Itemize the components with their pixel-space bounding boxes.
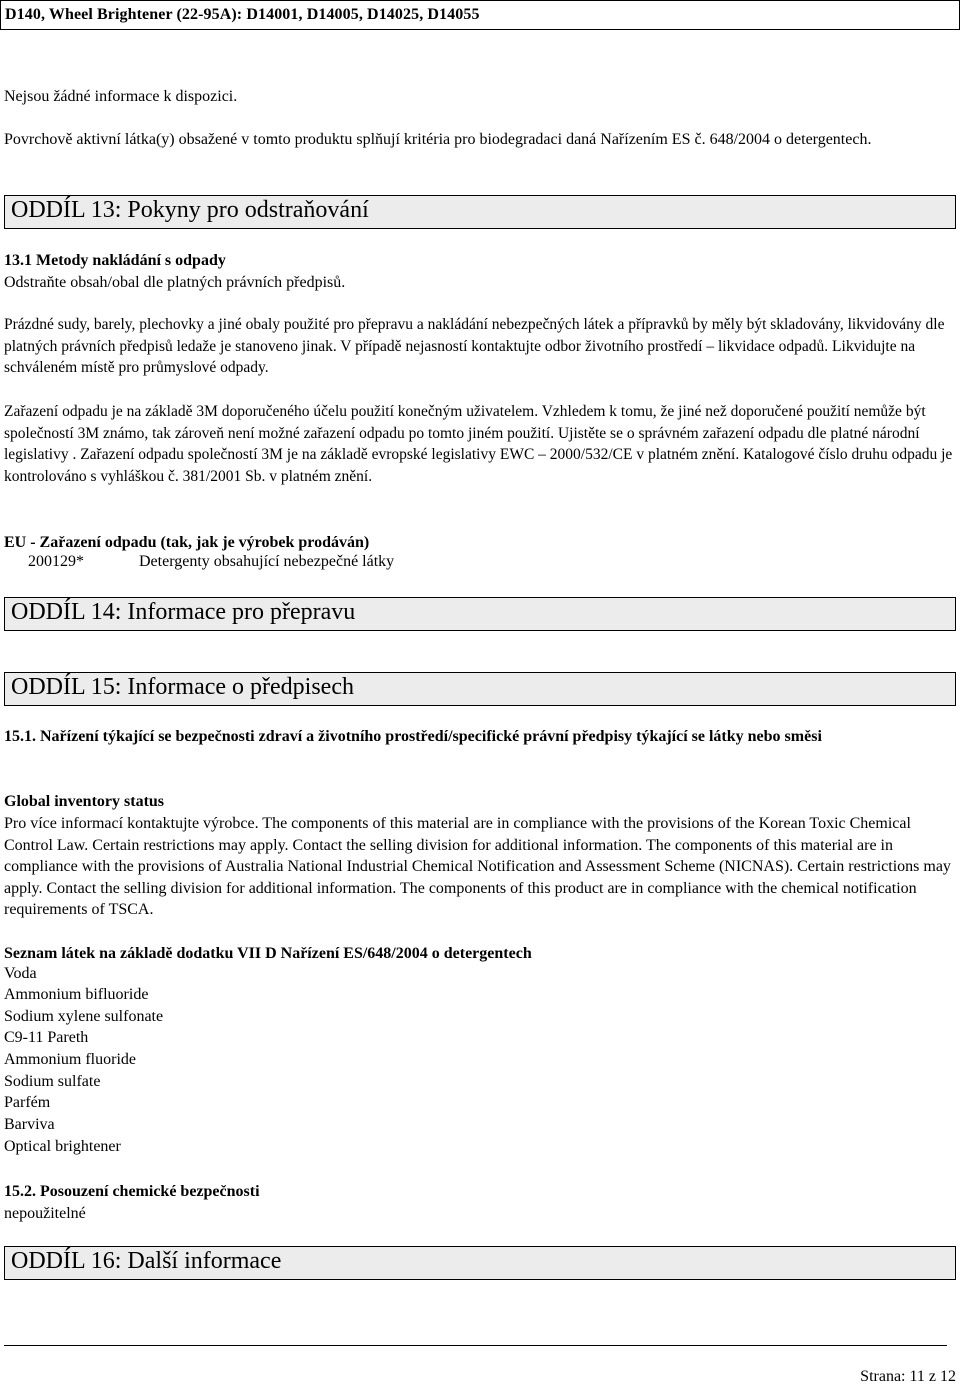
- section-16-title: ODDÍL 16: Další informace: [11, 1248, 282, 1274]
- no-info-text: Nejsou žádné informace k dispozici.: [4, 88, 238, 105]
- list-item: C9-11 Pareth: [4, 1029, 89, 1046]
- section-13-title: ODDÍL 13: Pokyny pro odstraňování: [11, 197, 369, 223]
- surfactant-note: Povrchově aktivní látka(y) obsažené v tomto produktu splňují kritéria pro biodegradaci daná Nařízením ES č. 648/2004 o detergentech.: [4, 131, 872, 148]
- section-14-heading: [4, 597, 956, 631]
- waste-code: 200129*: [28, 553, 84, 570]
- section-16-heading: [4, 1246, 956, 1280]
- list-item: Optical brightener: [4, 1138, 121, 1155]
- footer-divider: [4, 1345, 947, 1346]
- list-item: Voda: [4, 965, 37, 982]
- document-header: [0, 0, 960, 30]
- waste-description: Detergenty obsahující nebezpečné látky: [139, 553, 395, 570]
- inventory-text: Pro více informací kontaktujte výrobce. The components of this material are in compliance with the provisions of the Korean Toxic Chemical Control Law. Certain restrictions may apply. Contact the selling division for additional information. The components of this material are in compliance with the provisions of Australia National Industrial Chemical Notification and Assessment Scheme (NICNAS). Certain restrictions may apply. Contact the selling division for additional information. The components of this product are in compliance with the chemical notification requirements of TSCA.: [4, 815, 951, 919]
- section-15-1-heading: 15.1. Nařízení týkající se bezpečnosti zdraví a životního prostředí/specifické právní předpisy týkající se látky nebo směsi: [4, 728, 822, 745]
- substances-heading: Seznam látek na základě dodatku VII D Nařízení ES/648/2004 o detergentech: [4, 945, 532, 962]
- list-item: Sodium xylene sulfonate: [4, 1008, 164, 1025]
- list-item: Ammonium bifluoride: [4, 986, 149, 1003]
- section-15-heading: [4, 672, 956, 706]
- waste-classification-text: Zařazení odpadu je na základě 3M doporučeného účelu použití konečným uživatelem. Vzhledem k tomu, že jiné než doporučené použití nemůže být společností 3M známo, tak zároveň není možné zařazení odpadu po tomto jiném použití. Ujistěte se o správném zařazení odpadu dle platné národní legislativy . Zařazení odpadu společností 3M je na základě evropské legislativy EWC – 2000/532/CE v platném znění. Katalogové číslo druhu odpadu je kontrolováno s vyhláškou č. 381/2001 Sb. v platném znění.: [4, 403, 953, 485]
- list-item: Ammonium fluoride: [4, 1051, 136, 1068]
- page-number: Strana: 11 z 12: [860, 1368, 956, 1385]
- chem-safety-text: nepoužitelné: [4, 1205, 86, 1222]
- list-item: Sodium sulfate: [4, 1073, 101, 1090]
- disposal-text: Odstraňte obsah/obal dle platných právních předpisů.: [4, 274, 346, 291]
- list-item: Parfém: [4, 1094, 51, 1111]
- section-15-2-heading: 15.2. Posouzení chemické bezpečnosti: [4, 1183, 260, 1200]
- section-13-heading: [4, 195, 956, 229]
- containers-text: Prázdné sudy, barely, plechovky a jiné obaly použité pro přepravu a nakládání nebezpečných látek a přípravků by měly být skladovány, likvidovány dle platných právních předpisů ledaže je stanoveno jinak. V případě nejasností kontaktujte odbor životního prostředí – likvidace odpadů. Likvidujte na schváleném místě pro průmyslové odpady.: [4, 316, 945, 377]
- section-14-title: ODDÍL 14: Informace pro přepravu: [11, 599, 356, 625]
- document-title: D140, Wheel Brightener (22-95A): D14001, D14005, D14025, D14055: [5, 6, 480, 23]
- section-15-title: ODDÍL 15: Informace o předpisech: [11, 674, 354, 700]
- section-13-1-heading: 13.1 Metody nakládání s odpady: [4, 252, 226, 269]
- inventory-heading: Global inventory status: [4, 793, 165, 810]
- eu-waste-heading: EU - Zařazení odpadu (tak, jak je výrobek prodáván): [4, 534, 370, 551]
- list-item: Barviva: [4, 1116, 55, 1133]
